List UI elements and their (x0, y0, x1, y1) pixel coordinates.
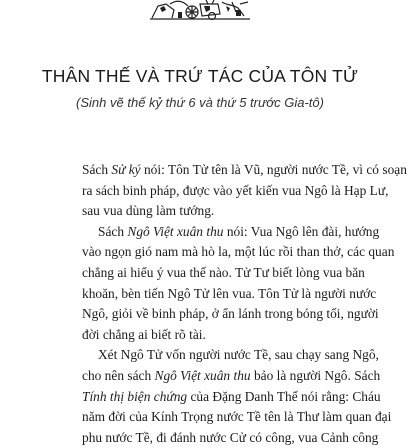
text-run: ra sách binh pháp, được vào yết kiến vua Ngô là Hạp Lư, (82, 182, 389, 198)
text-line (82, 366, 400, 387)
text-run: sau vua dùng làm tướng. (82, 203, 215, 219)
text-run: năm đời của Kính Trọng nước Tề tên là Thư làm quan đại (82, 409, 392, 425)
text-line (82, 387, 400, 408)
text-run: vào ngọn gió nam mà hò la, một lúc rồi than thở, các quan (82, 244, 395, 260)
text-line (82, 407, 400, 428)
text-run: Ngô, giỏi về binh pháp, ở ẩn lánh trong bóng tối, người (82, 306, 379, 322)
text-run: của Đặng Danh Thế nói rằng: Cháu (187, 388, 381, 404)
text-run: nói: Tôn Tử tên là Vũ, người nước Tề, vì có soạn (140, 162, 407, 177)
paragraph (82, 222, 400, 346)
text-line (82, 304, 400, 325)
text-line (82, 201, 400, 222)
text-line (82, 242, 400, 263)
chapter-subtitle: (Sinh vẽ thế kỷ thứ 6 và thứ 5 trước Gia-tô) (76, 95, 324, 110)
text-line (82, 345, 400, 366)
text-run: khoăn, bèn tiến Ngô Tử lên vua. Tôn Tử là người nước (82, 285, 377, 301)
chapter-title: THÂN THẾ VÀ TRỨ TÁC CỦA TÔN TỬ (41, 66, 359, 86)
text-run: phu nước Tề, đi đánh nước Cử có công, vua Cảnh công (82, 429, 379, 445)
text-run: Sách (82, 162, 112, 177)
text-line (82, 181, 400, 202)
text-run: cho nên sách (82, 367, 155, 383)
text-line (82, 222, 400, 243)
text-line (82, 263, 400, 284)
text-line (82, 428, 400, 448)
text-run: nói: Vua Ngô lên đài, hướng (223, 223, 380, 239)
text-line (82, 160, 407, 181)
body-text (82, 160, 407, 445)
book-title-text: Ngô Việt xuân thu (154, 367, 251, 383)
paragraph (82, 345, 400, 448)
paragraph (82, 160, 407, 222)
text-run: chẳng ai hiểu ý vua thế nào. Tử Tư biết lòng vua băn (82, 264, 365, 280)
book-title-text: Sử ký (111, 162, 141, 177)
header-illustration (148, 0, 252, 20)
book-title-text: Tính thị biện chứng (82, 388, 188, 404)
text-run: Xét Ngô Tử vốn người nước Tề, sau chạy sang Ngô, (98, 347, 379, 363)
text-run: Sách (98, 223, 128, 239)
text-run: bảo là người Ngô. Sách (250, 367, 381, 383)
text-run: đời chẳng ai biết rõ tài. (82, 326, 206, 342)
woodcut-scene-image (148, 0, 252, 20)
text-line (82, 325, 400, 346)
text-line (82, 284, 400, 305)
book-title-text: Ngô Việt xuân thu (127, 223, 224, 239)
